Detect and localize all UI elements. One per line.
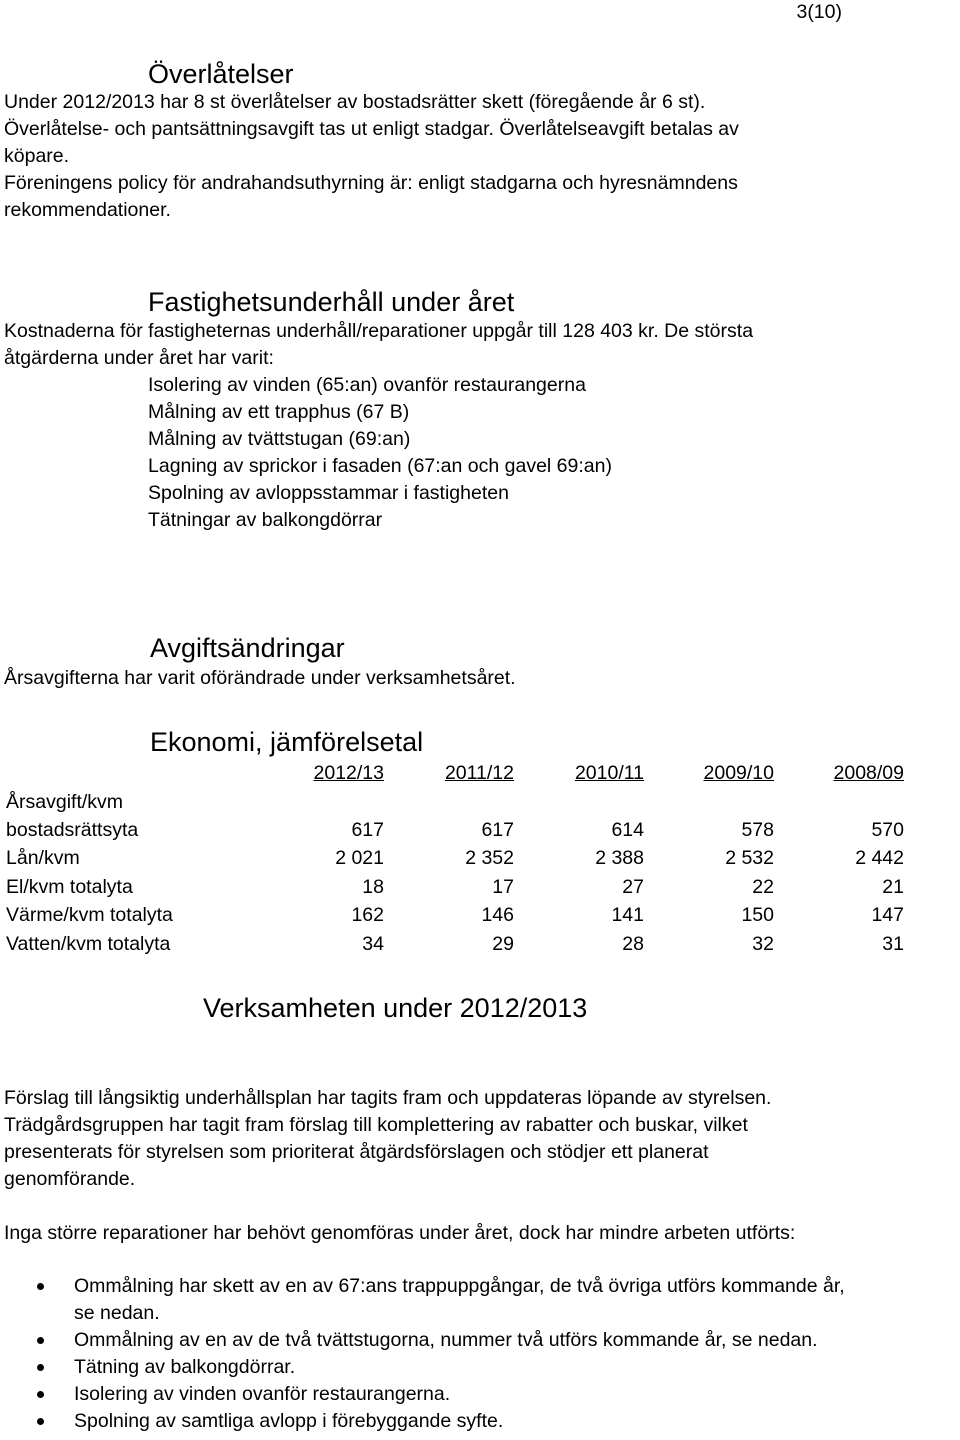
- text-line: rekommendationer.: [4, 199, 171, 221]
- bullet-text: se nedan.: [74, 1302, 160, 1324]
- column-header: 2009/10: [703, 761, 774, 784]
- row-label: Årsavgift/kvm: [6, 790, 124, 813]
- table-header-row: [6, 759, 904, 787]
- table-cell: 570: [871, 818, 904, 841]
- table-row: [6, 816, 904, 844]
- economy-table: [6, 759, 904, 958]
- text-line: Överlåtelse- och pantsättningsavgift tas ut enligt stadgar. Överlåtelseavgift betalas av: [4, 118, 739, 140]
- fastighetsunderhall-text: [4, 318, 944, 372]
- text-line: köpare.: [4, 145, 70, 167]
- table-cell: 22: [752, 875, 774, 898]
- table-cell: 17: [492, 875, 514, 898]
- row-label: Värme/kvm totalyta: [6, 904, 173, 927]
- heading-verksamheten: Verksamheten under 2012/2013: [203, 993, 588, 1023]
- text-line: Under 2012/2013 har 8 st överlåtelser av bostadsrätter skett (föregående år 6 st).: [4, 91, 706, 113]
- column-header: 2010/11: [574, 761, 644, 784]
- list-item: Lagning av sprickor i fasaden (67:an och gavel 69:an): [148, 455, 612, 477]
- table-cell: 29: [492, 932, 514, 955]
- bullet-text: Ommålning av en av de två tvättstugorna, nummer två utförs kommande år, se nedan.: [74, 1329, 818, 1351]
- text-line: åtgärderna under året har varit:: [4, 347, 274, 369]
- table-cell: 614: [611, 818, 644, 841]
- heading-avgiftsandringar: Avgiftsändringar: [150, 633, 345, 663]
- heading-ekonomi: Ekonomi, jämförelsetal: [150, 727, 424, 757]
- verksamheten-paragraph-1: Förslag till långsiktig underhållsplan har tagits fram och uppdateras löpande av styrelsen.: [4, 1087, 772, 1109]
- table-cell: 2 352: [465, 847, 514, 870]
- table-cell: [774, 787, 904, 815]
- text-line: Trädgårdsgruppen har tagit fram förslag till komplettering av rabatter och buskar, vilket: [4, 1114, 748, 1136]
- list-item: Spolning av avloppsstammar i fastigheten: [148, 482, 509, 504]
- text-line: Kostnaderna för fastigheternas underhåll/reparationer uppgår till 128 403 kr. De största: [4, 320, 754, 342]
- bullet-item: [4, 1354, 960, 1381]
- heading-overlatelser: Överlåtelser: [148, 59, 294, 89]
- table-cell: 2 021: [335, 847, 384, 870]
- table-cell: 27: [622, 875, 644, 898]
- bullet-icon: [37, 1364, 44, 1371]
- column-header: 2008/09: [833, 761, 904, 784]
- bullet-text: Spolning av samtliga avlopp i förebyggande syfte.: [74, 1410, 504, 1432]
- table-cell: [234, 787, 384, 815]
- text-line: Föreningens policy för andrahandsuthyrning är: enligt stadgarna och hyresnämndens: [4, 172, 738, 194]
- table-row: [6, 929, 904, 957]
- verksamheten-paragraph-3: Inga större reparationer har behövt genomföras under året, dock har mindre arbeten utförts:: [4, 1222, 796, 1244]
- table-cell: 617: [351, 818, 384, 841]
- table-row: [6, 787, 904, 815]
- bullet-item: [4, 1381, 960, 1408]
- table-cell: 34: [362, 932, 384, 955]
- list-item: Tätningar av balkongdörrar: [148, 509, 383, 531]
- bullet-text: Tätning av balkongdörrar.: [74, 1356, 296, 1378]
- bullet-list: [4, 1273, 960, 1435]
- page-number: 3(10): [796, 1, 842, 23]
- table-cell: 32: [752, 932, 774, 955]
- bullet-text: Isolering av vinden ovanför restaurangerna.: [74, 1383, 451, 1405]
- table-cell: 18: [362, 875, 384, 898]
- table-cell: 31: [882, 932, 904, 955]
- table-cell: 617: [481, 818, 514, 841]
- list-item: Målning av ett trapphus (67 B): [148, 401, 410, 423]
- table-cell: [384, 787, 514, 815]
- table-cell: 162: [351, 904, 384, 927]
- bullet-icon: [37, 1391, 44, 1398]
- row-label: El/kvm totalyta: [6, 875, 133, 898]
- bullet-icon: [37, 1283, 44, 1290]
- overlatelser-text: [4, 89, 944, 224]
- table-row: [6, 901, 904, 929]
- column-header: 2011/12: [444, 761, 514, 784]
- row-label: Vatten/kvm totalyta: [6, 932, 171, 955]
- bullet-icon: [37, 1418, 44, 1425]
- table-row: [6, 844, 904, 872]
- table-cell: 2 442: [855, 847, 904, 870]
- heading-fastighetsunderhall: Fastighetsunderhåll under året: [148, 287, 515, 317]
- verksamheten-paragraph-2: [4, 1112, 944, 1193]
- bullet-item: [4, 1327, 960, 1354]
- list-item: Isolering av vinden (65:an) ovanför restaurangerna: [148, 374, 586, 396]
- bullet-text: Ommålning har skett av en av 67:ans trappuppgångar, de två övriga utförs kommande år,: [74, 1275, 845, 1297]
- table-cell: [644, 787, 774, 815]
- table-row: [6, 873, 904, 901]
- list-item: Målning av tvättstugan (69:an): [148, 428, 411, 450]
- maintenance-items-list: [148, 372, 612, 534]
- column-header: 2012/13: [313, 761, 384, 784]
- table-cell: 147: [871, 904, 904, 927]
- table-cell: 2 388: [595, 847, 644, 870]
- table-cell: [514, 787, 644, 815]
- row-label: Lån/kvm: [6, 847, 80, 870]
- table-cell: 21: [882, 875, 904, 898]
- bullet-item: [4, 1408, 960, 1435]
- table-cell: 150: [741, 904, 774, 927]
- bullet-icon: [37, 1337, 44, 1344]
- text-line: presenterats för styrelsen som prioriterat åtgärdsförslagen och stödjer ett planerat: [4, 1141, 709, 1163]
- table-cell: 141: [611, 904, 644, 927]
- table-cell: 146: [481, 904, 514, 927]
- table-cell: 28: [622, 932, 644, 955]
- table-cell: 2 532: [725, 847, 774, 870]
- text-line: genomförande.: [4, 1168, 136, 1190]
- table-cell: 578: [741, 818, 774, 841]
- avgiftsandringar-text: Årsavgifterna har varit oförändrade under verksamhetsåret.: [4, 667, 516, 689]
- row-label: bostadsrättsyta: [6, 818, 139, 841]
- bullet-item: [4, 1273, 960, 1327]
